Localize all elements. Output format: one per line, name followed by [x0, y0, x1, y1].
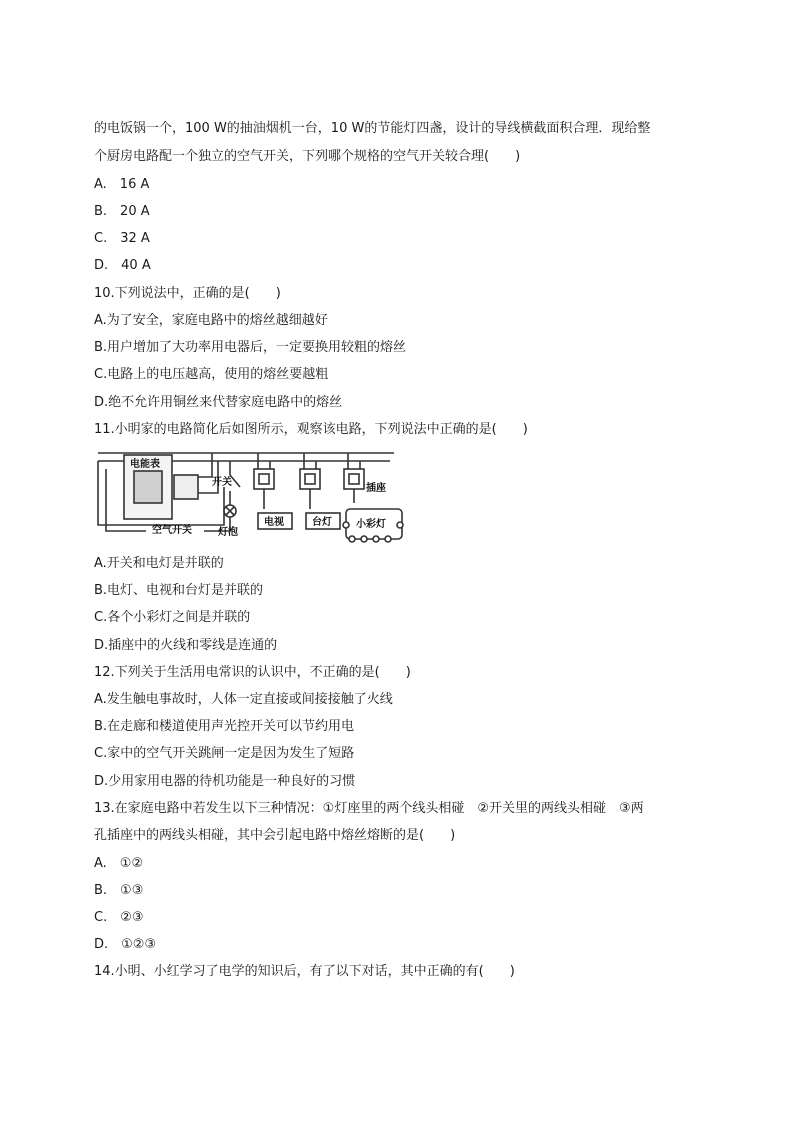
circuit-svg [94, 447, 406, 547]
q13-option-d: D. ①②③ [94, 937, 157, 952]
q10-option-a: A.为了安全，家庭电路中的熔丝越细越好 [94, 313, 328, 328]
q10-option-c: C.电路上的电压越高，使用的熔丝要越粗 [94, 367, 329, 382]
q11-option-b: B.电灯、电视和台灯是并联的 [94, 583, 264, 598]
q9-option-a: A. 16 A [94, 177, 150, 192]
lamp-label: 台灯 [312, 517, 332, 528]
q14-stem: 14.小明、小红学习了电学的知识后，有了以下对话，其中正确的有( ) [94, 964, 515, 979]
bulb-label: 灯泡 [218, 527, 238, 538]
q9-stem-line1: 的电饭锅一个，100 W的抽油烟机一台，10 W的节能灯四盏，设计的导线横截面积合理．现给整 [94, 121, 651, 136]
q13-option-c: C. ②③ [94, 910, 144, 925]
q10-option-d: D.绝不允许用铜丝来代替家庭电路中的熔丝 [94, 395, 343, 410]
switch-label: 开关 [212, 477, 232, 488]
q10-option-b: B.用户增加了大功率用电器后，一定要换用较粗的熔丝 [94, 340, 407, 355]
q11-option-d: D.插座中的火线和零线是连通的 [94, 638, 278, 653]
q12-option-d: D.少用家用电器的待机功能是一种良好的习惯 [94, 774, 356, 789]
circuit-diagram [94, 447, 406, 547]
q12-stem: 12.下列关于生活用电常识的认识中，不正确的是( ) [94, 665, 411, 680]
q12-option-b: B.在走廊和楼道使用声光控开关可以节约用电 [94, 719, 355, 734]
q9-option-c: C. 32 A [94, 231, 150, 246]
q12-option-c: C.家中的空气开关跳闸一定是因为发生了短路 [94, 746, 355, 761]
q9-stem-line2: 个厨房电路配一个独立的空气开关，下列哪个规格的空气开关较合理( ) [94, 149, 521, 164]
q12-option-a: A.发生触电事故时，人体一定直接或间接接触了火线 [94, 692, 393, 707]
q11-stem: 11.小明家的电路简化后如图所示，观察该电路，下列说法中正确的是( ) [94, 422, 528, 437]
q9-option-b: B. 20 A [94, 204, 150, 219]
q10-stem: 10.下列说法中，正确的是( ) [94, 286, 281, 301]
q13-stem-line1: 13.在家庭电路中若发生以下三种情况：①灯座里的两个线头相碰 ②开关里的两线头相碰 ③两 [94, 801, 644, 816]
q11-option-a: A.开关和电灯是并联的 [94, 556, 224, 571]
meter-label: 电能表 [130, 459, 160, 470]
lights-label: 小彩灯 [356, 519, 386, 530]
tv-label: 电视 [264, 517, 284, 528]
q13-option-b: B. ①③ [94, 883, 144, 898]
socket-label: 插座 [366, 483, 386, 494]
breaker-label: 空气开关 [152, 525, 192, 536]
q11-option-c: C.各个小彩灯之间是并联的 [94, 610, 251, 625]
q13-stem-line2: 孔插座中的两线头相碰，其中会引起电路中熔丝熔断的是( ) [94, 828, 456, 843]
q13-option-a: A. ①② [94, 856, 144, 871]
q9-option-d: D. 40 A [94, 258, 151, 273]
